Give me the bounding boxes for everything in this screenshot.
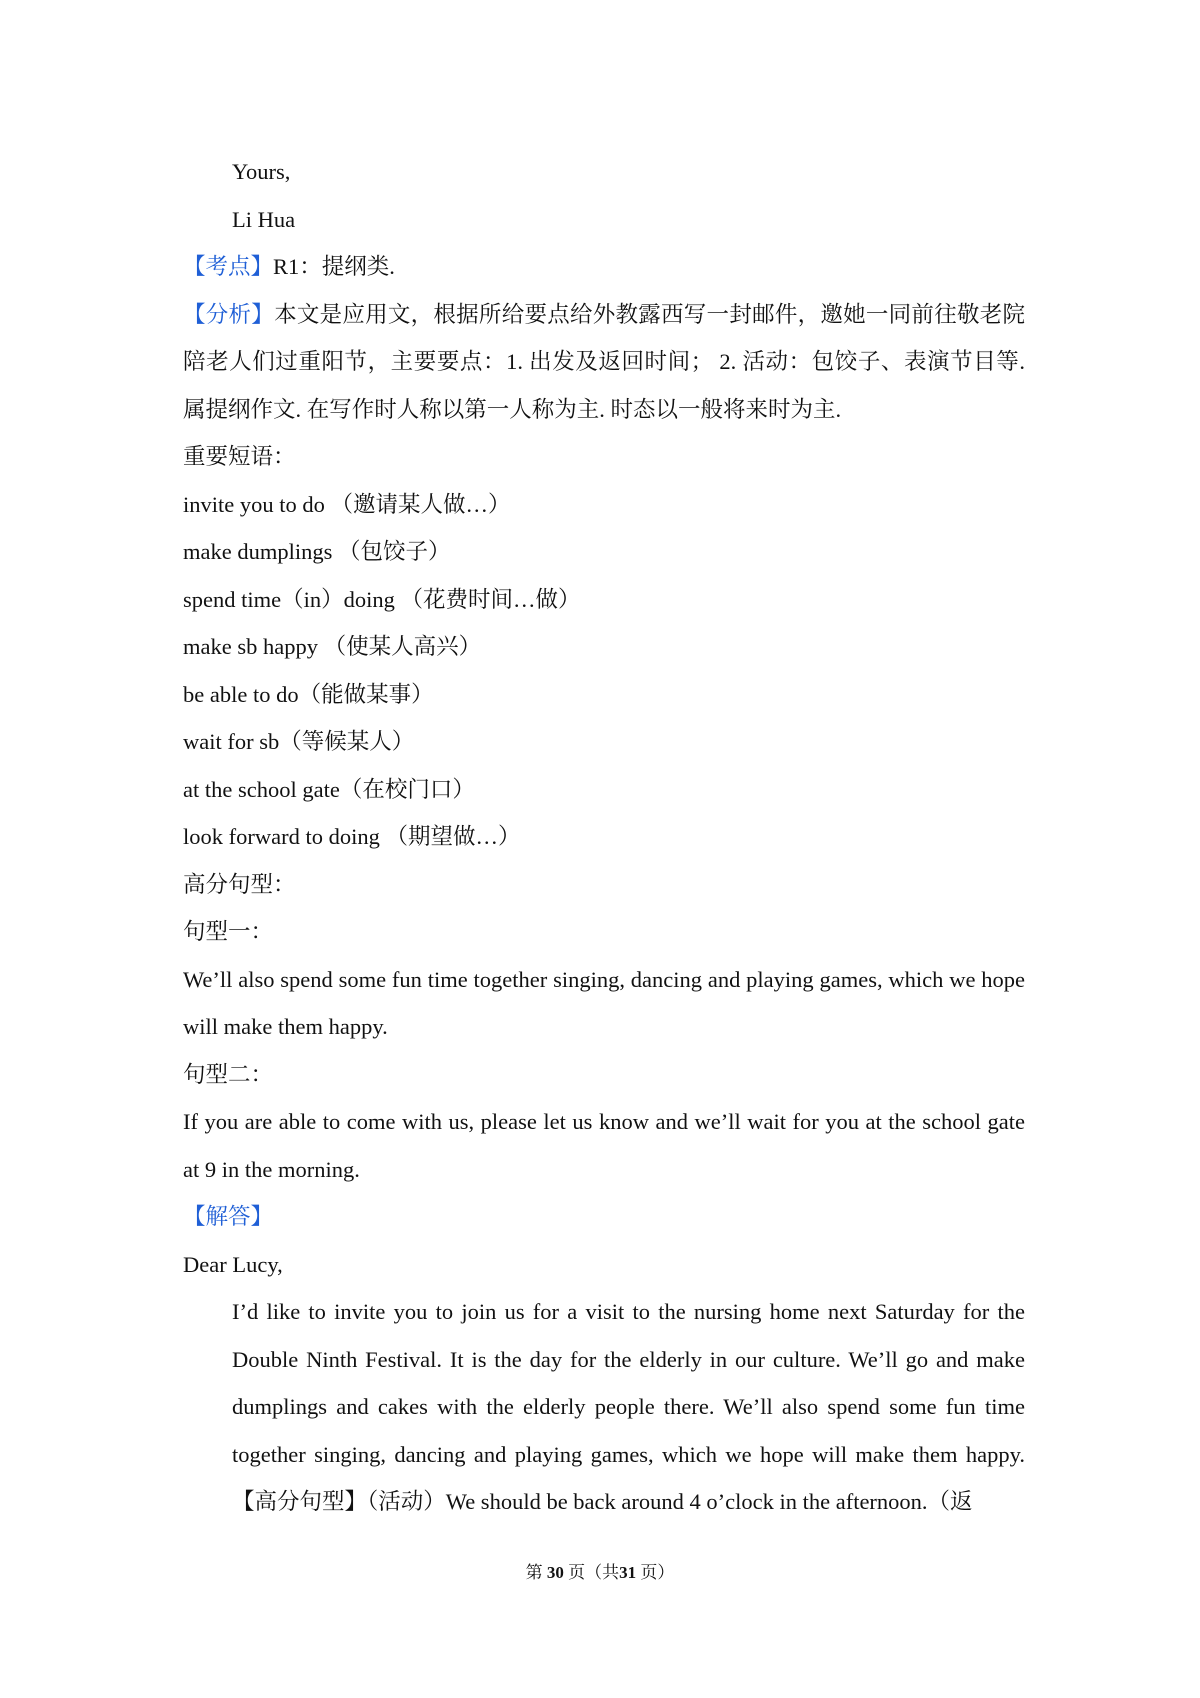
closing-salutation: Yours, xyxy=(232,159,291,184)
fenxi-text: 本文是应用文，根据所给要点给外教露西写一封邮件，邀她一同前往敬老院陪老人们过重阳节，主要要点：1. 出发及返回时间； 2. 活动：包饺子、表演节目等. 属提纲作文. 在写作时人称以第一人称为主. 时态以一般将来时为主. xyxy=(183,301,1025,422)
page-footer xyxy=(0,1558,1200,1583)
phrase-item: look forward to doing （期望做…） xyxy=(183,824,521,849)
phrase-item: spend time（in）doing （花费时间…做） xyxy=(183,586,581,612)
kaodian-tag: 【考点】 xyxy=(183,254,274,279)
sentence2-text: If you are able to come with us, please let us know and we’ll wait for you at the school gate at 9 in the morning. xyxy=(183,1109,1025,1182)
letter-body xyxy=(183,1288,1025,1526)
footer-middle: 页（共 xyxy=(568,1563,620,1582)
phrase-item: make dumplings （包饺子） xyxy=(183,539,451,564)
jieda-section xyxy=(183,1193,1025,1241)
phrase-item: invite you to do （邀请某人做…） xyxy=(183,491,511,517)
phrase-item: wait for sb（等候某人） xyxy=(183,729,415,754)
fenxi-section xyxy=(183,291,1025,434)
kaodian-section xyxy=(183,243,1025,291)
page-content xyxy=(183,148,1025,1526)
closing-name: Li Hua xyxy=(232,206,296,232)
sentence1-label: 句型一： xyxy=(183,919,274,944)
sentences-heading: 高分句型： xyxy=(183,871,296,897)
letter-greeting: Dear Lucy, xyxy=(183,1251,283,1277)
fenxi-tag: 【分析】 xyxy=(183,301,275,327)
phrases-heading: 重要短语： xyxy=(183,444,296,469)
letter-body-main: I’d like to invite you to join us for a visit to the nursing home next Saturday for the Double Ninth Festival. It is the day for the elderly in our culture. We’ll go and make dumplings and cakes with the elderly people there. We’ll also spend some fun time together singing, dancing and playing games, which we hope will make them happy. xyxy=(232,1299,1025,1467)
footer-total-pages: 31 xyxy=(619,1563,637,1582)
kaodian-text: R1：提纲类. xyxy=(273,254,395,279)
footer-prefix: 第 xyxy=(525,1563,543,1582)
phrase-item: at the school gate（在校门口） xyxy=(183,776,475,802)
letter-body-mark: 【高分句型】 xyxy=(232,1489,368,1514)
sentence2-label: 句型二： xyxy=(183,1061,274,1087)
jieda-tag: 【解答】 xyxy=(183,1204,274,1229)
footer-page-number: 30 xyxy=(546,1563,564,1582)
footer-suffix: 页） xyxy=(640,1563,675,1582)
phrase-item: make sb happy （使某人高兴） xyxy=(183,634,482,659)
letter-body-tail: （活动）We should be back around 4 o’clock in the afternoon.（返 xyxy=(367,1489,973,1514)
phrase-item: be able to do（能做某事） xyxy=(183,681,434,707)
sentence1-text: We’ll also spend some fun time together singing, dancing and playing games, which we hope will make them happy. xyxy=(183,966,1025,1039)
